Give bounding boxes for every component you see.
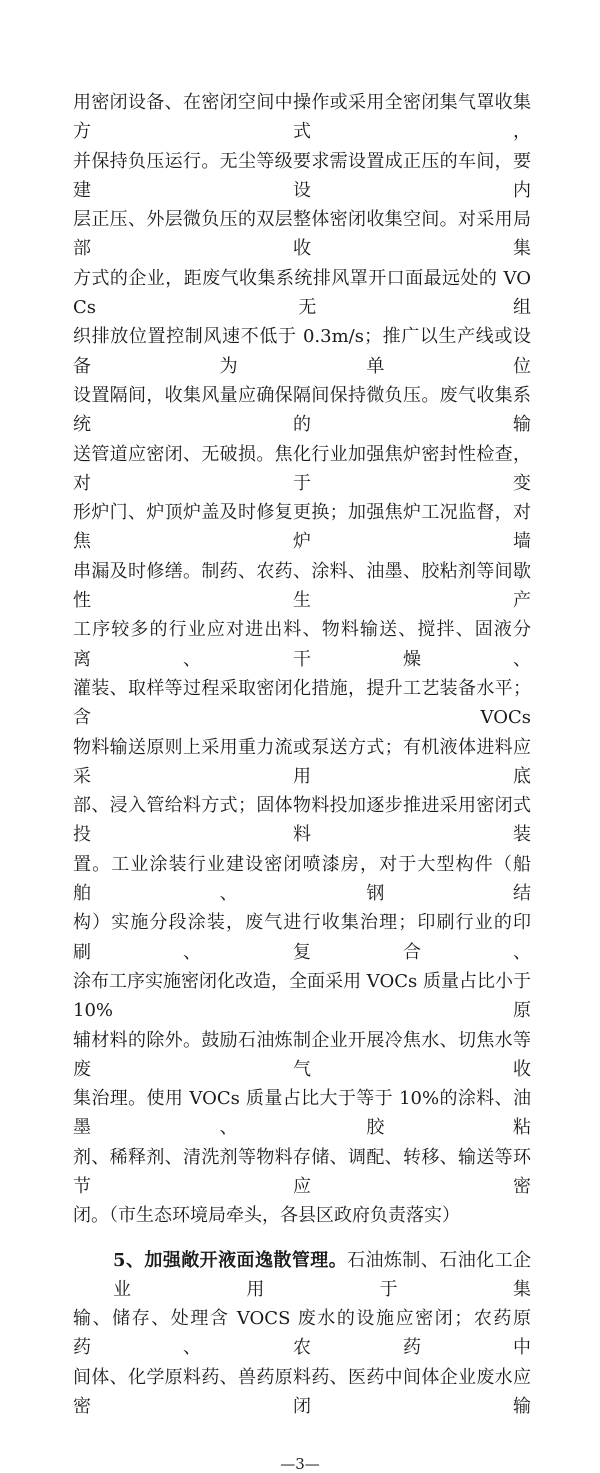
paragraph-1-line: 集治理。使用 VOCs 质量占比大于等于 10%的涂料、油墨、胶粘: [73, 1088, 531, 1139]
paragraph-1-line: 灌装、取样等过程采取密闭化措施，提升工艺装备水平；含 VOCs: [73, 677, 531, 729]
paragraph-5-line: 输、储存、处理含 VOCS 废水的设施应密闭；农药原药、农药中: [73, 1308, 531, 1359]
paragraph-1-line: 设置隔间，收集风量应确保隔间保持微负压。废气收集系统的输: [73, 384, 531, 436]
paragraph-1: [73, 88, 531, 1231]
paragraph-1-line: 剂、稀释剂、清洗剂等物料存储、调配、转移、输送等环节应密: [73, 1146, 531, 1197]
paragraph-5-text: 石油炼制、石油化工企业用于集: [113, 1249, 531, 1300]
paragraph-1-line: 闭。（市生态环境局牵头，各县区政府负责落实）: [73, 1205, 460, 1227]
paragraph-1-line: 用密闭设备、在密闭空间中操作或采用全密闭集气罩收集方式，: [73, 92, 531, 143]
paragraph-1-line: 置。工业涂装行业建设密闭喷漆房，对于大型构件（船舶、钢结: [73, 853, 531, 905]
page-number: —3—: [280, 1455, 320, 1473]
paragraph-1-line: 形炉门、炉顶炉盖及时修复更换；加强焦炉工况监督，对焦炉墙: [73, 502, 531, 553]
paragraph-1-line: 并保持负压运行。无尘等级要求需设置成正压的车间，要建设内: [73, 150, 531, 201]
paragraph-1-line: 工序较多的行业应对进出料、物料输送、搅拌、固液分离、干燥、: [73, 619, 531, 670]
paragraph-5-line: 间体、化学原料药、兽药原料药、医药中间体企业废水应密闭输: [73, 1366, 531, 1418]
paragraph-1-line: 方式的企业，距废气收集系统排风罩开口面最远处的 VOCs 无组: [73, 267, 531, 319]
paragraph-1-line: 构）实施分段涂装，废气进行收集治理；印刷行业的印刷、复合、: [73, 912, 531, 963]
paragraph-1-line: 涂布工序实施密闭化改造，全面采用 VOCs 质量占比小于 10%原: [73, 970, 531, 1022]
section-heading: 5、加强敞开液面逸散管理。: [113, 1249, 348, 1271]
paragraph-1-line: 物料输送原则上采用重力流或泵送方式；有机液体进料应采用底: [73, 736, 531, 787]
paragraph-5: [73, 1246, 531, 1422]
paragraph-1-line: 部、浸入管给料方式；固体物料投加逐步推进采用密闭式投料装: [73, 795, 531, 846]
paragraph-1-line: 送管道应密闭、无破损。焦化行业加强焦炉密封性检查，对于变: [73, 443, 531, 494]
paragraph-1-line: 辅材料的除外。鼓励石油炼制企业开展冷焦水、切焦水等废气收: [73, 1029, 531, 1080]
paragraph-1-line: 层正压、外层微负压的双层整体密闭收集空间。对采用局部收集: [73, 209, 531, 260]
paragraph-1-line: 串漏及时修缮。制药、农药、涂料、油墨、胶粘剂等间歇性生产: [73, 560, 531, 612]
paragraph-5-line: [73, 1246, 531, 1305]
paragraph-1-line: 织排放位置控制风速不低于 0.3m/s；推广以生产线或设备为单位: [73, 326, 531, 377]
